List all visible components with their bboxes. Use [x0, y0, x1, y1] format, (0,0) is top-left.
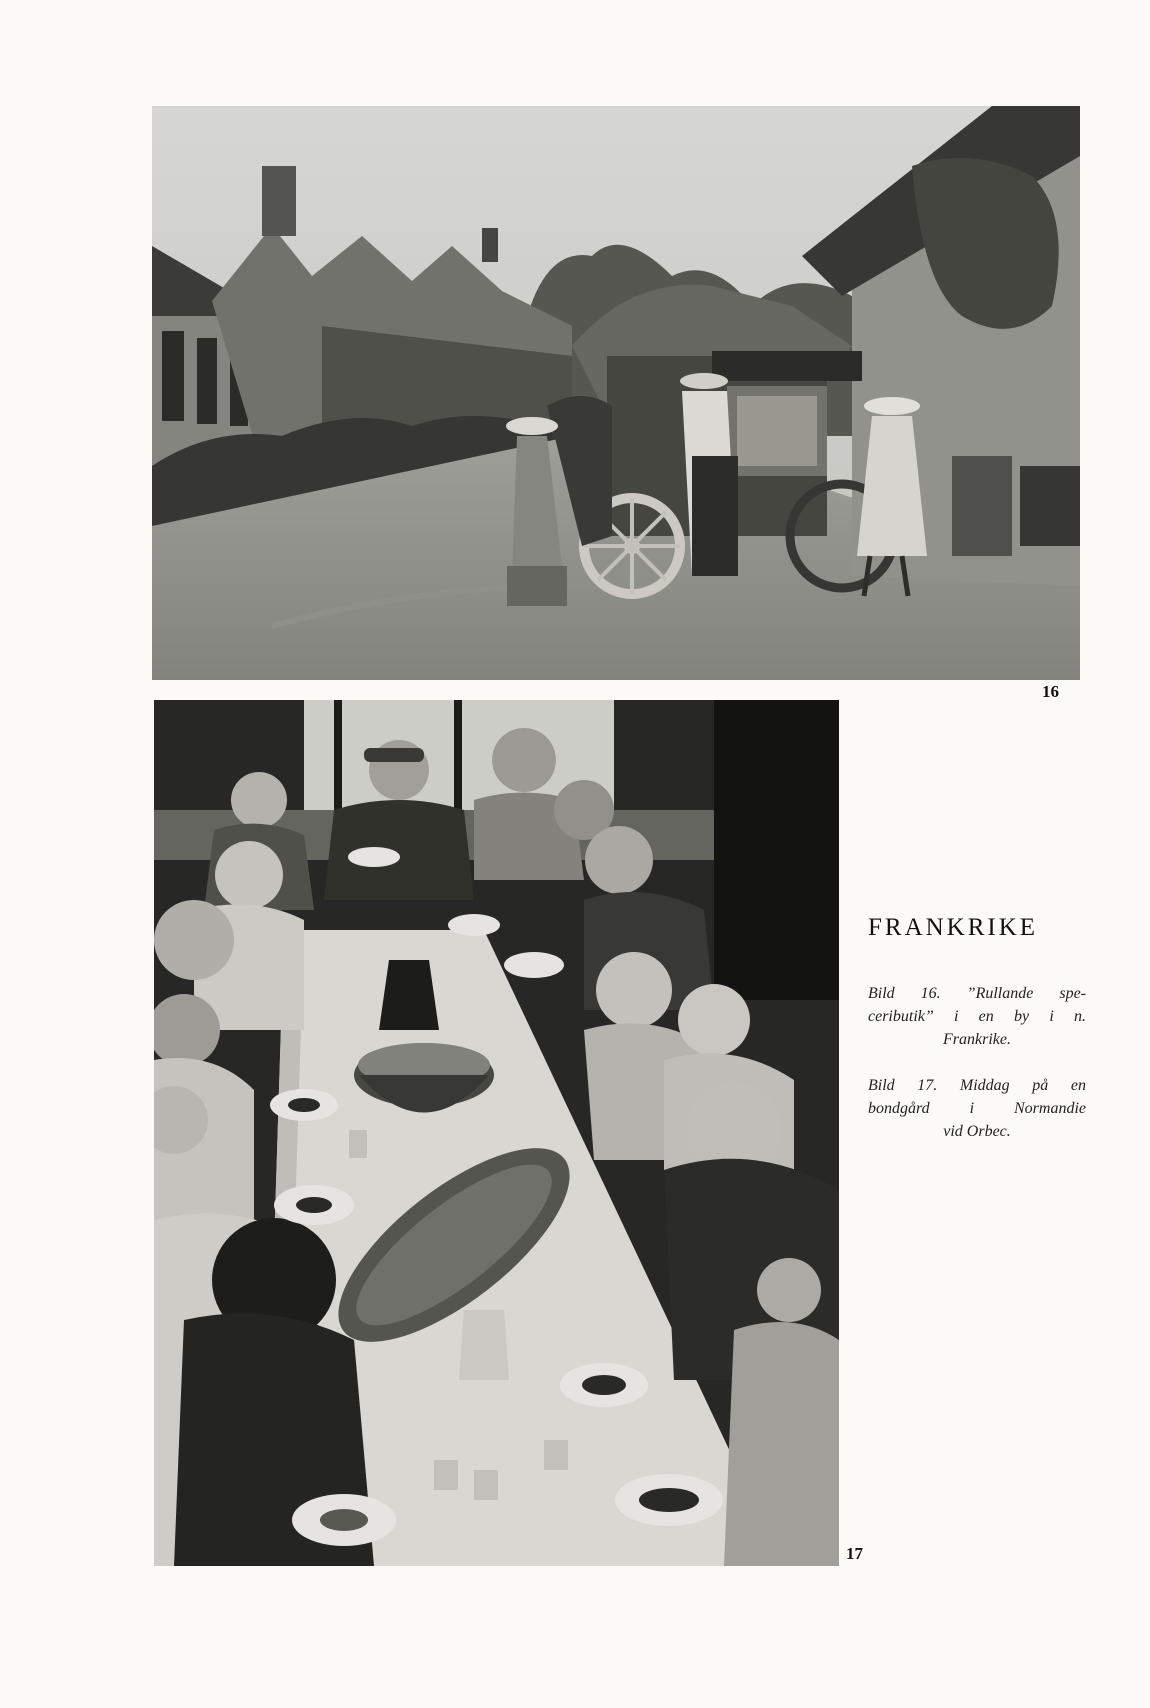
caption-plate-17 — [868, 1074, 1086, 1143]
plate-number-16: 16 — [1042, 682, 1059, 701]
caption-plate-16 — [868, 982, 1086, 1051]
photo-17-illustration — [154, 700, 839, 1566]
photo-farm-dinner — [154, 700, 839, 1566]
section-title: FRANKRIKE — [868, 914, 1039, 941]
caption-line: Bild 17. Middag på en — [868, 1077, 1086, 1094]
caption-line: ceributik” i en by i n. — [868, 1008, 1086, 1025]
caption-line: Bild 16. ”Rullande spe- — [868, 985, 1086, 1002]
caption-line: bondgård i Normandie — [868, 1100, 1086, 1117]
photo-rolling-grocery-wagon — [152, 106, 1080, 680]
plate-number-17: 17 — [846, 1544, 863, 1563]
caption-line: Frankrike. — [943, 1031, 1011, 1048]
photo-16-illustration — [152, 106, 1080, 680]
caption-line: vid Orbec. — [943, 1123, 1011, 1140]
